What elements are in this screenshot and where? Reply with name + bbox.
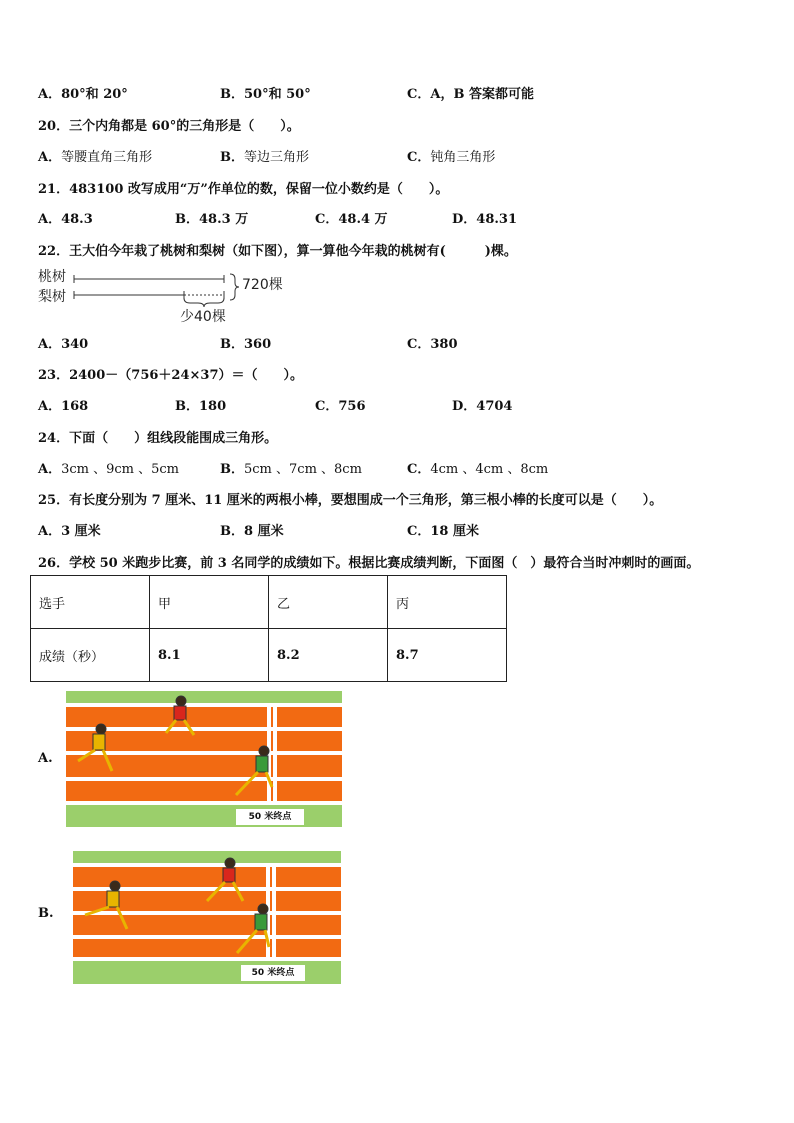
table-cell: 成绩（秒）: [31, 629, 150, 682]
option-label: B．: [220, 524, 244, 539]
scores-table: [30, 575, 507, 682]
q22-option-a[interactable]: [38, 333, 88, 352]
table-cell: 甲: [150, 576, 269, 629]
option-label: B．: [220, 337, 244, 352]
option-text: 5cm 、7cm 、8cm: [244, 462, 362, 477]
q19-option-a[interactable]: [38, 83, 128, 102]
option-text: 3 厘米: [61, 524, 101, 539]
table-row: [31, 629, 507, 682]
q20-option-b[interactable]: [220, 146, 309, 165]
option-label: A．: [38, 87, 62, 102]
option-text: 等边三角形: [244, 150, 310, 165]
option-label: C．: [407, 462, 431, 477]
track-image-a[interactable]: [66, 691, 342, 831]
q22-option-b[interactable]: [220, 333, 271, 352]
option-label: B．: [220, 462, 244, 477]
q22-stem: 22．王大伯今年栽了桃树和梨树（如下图），算一算他今年栽的桃树有( )棵。: [38, 244, 517, 259]
table-cell: 8.2: [269, 629, 388, 682]
option-label: A．: [38, 399, 62, 414]
option-text: 48.3 万: [199, 212, 249, 227]
q19-option-c[interactable]: [407, 83, 534, 102]
option-label: A．: [38, 524, 62, 539]
option-label: A．: [38, 212, 62, 227]
option-label: C．: [315, 399, 339, 414]
option-text: 钝角三角形: [430, 150, 496, 165]
option-label: D．: [452, 212, 477, 227]
total-label: 720棵: [242, 277, 283, 293]
q25-option-a[interactable]: [38, 520, 101, 539]
table-cell: 8.1: [150, 629, 269, 682]
table-cell: 8.7: [388, 629, 507, 682]
option-label: B．: [220, 150, 244, 165]
option-text: 50°和 50°: [244, 87, 311, 102]
less-label: 少40棵: [180, 309, 226, 325]
q23-stem: 23．2400－（756＋24×37）＝（ ）。: [38, 368, 303, 383]
q26-option-a-label[interactable]: A.: [38, 751, 53, 766]
option-text: 4704: [476, 399, 513, 414]
option-text: 380: [430, 337, 458, 352]
q26-option-b-label[interactable]: B.: [38, 906, 54, 921]
q22-option-c[interactable]: [407, 333, 458, 352]
option-label: C．: [407, 337, 431, 352]
q24-stem: 24．下面（ ）组线段能围成三角形。: [38, 431, 278, 446]
q23-option-c[interactable]: [315, 395, 366, 414]
q23-option-a[interactable]: [38, 395, 88, 414]
q21-option-c[interactable]: [315, 208, 388, 227]
finish-line-label: 50 米终点: [248, 812, 292, 822]
option-text: 48.31: [476, 212, 517, 227]
option-label: C．: [315, 212, 339, 227]
q21-option-d[interactable]: [452, 208, 517, 227]
option-text: 48.3: [61, 212, 93, 227]
q20-option-c[interactable]: [407, 146, 495, 165]
q24-option-c[interactable]: [407, 458, 548, 477]
line-segment-diagram: [38, 266, 298, 326]
option-text: 等腰直角三角形: [61, 150, 153, 165]
finish-line-label: 50 米终点: [251, 968, 295, 978]
q25-option-c[interactable]: [407, 520, 479, 539]
option-text: 360: [244, 337, 272, 352]
option-label: C．: [407, 150, 431, 165]
q24-option-b[interactable]: [220, 458, 362, 477]
track-image-b[interactable]: [73, 851, 341, 988]
q19-option-b[interactable]: [220, 83, 311, 102]
option-label: B．: [175, 212, 199, 227]
option-text: 4cm 、4cm 、8cm: [430, 462, 549, 477]
peach-label: 桃树: [38, 269, 66, 285]
q21-option-b[interactable]: [175, 208, 248, 227]
q25-stem: 25．有长度分别为 7 厘米、11 厘米的两根小棒，要想围成一个三角形，第三根小棒的长度可以是（ ）。: [38, 493, 663, 508]
option-label: B．: [175, 399, 199, 414]
option-text: 340: [61, 337, 89, 352]
option-text: 3cm 、9cm 、5cm: [61, 462, 179, 477]
option-text: 18 厘米: [430, 524, 479, 539]
q20-option-a[interactable]: [38, 146, 152, 165]
option-label: D．: [452, 399, 477, 414]
q21-stem: 21．483100 改写成用“万”作单位的数，保留一位小数约是（ ）。: [38, 182, 449, 197]
q26-stem: 26．学校 50 米跑步比赛，前 3 名同学的成绩如下。根据比赛成绩判断，下面图（ ）最符合当时冲刺时的画面。: [38, 556, 700, 571]
option-label: A．: [38, 150, 62, 165]
table-cell: 丙: [388, 576, 507, 629]
q21-option-a[interactable]: [38, 208, 93, 227]
pear-label: 梨树: [38, 289, 66, 305]
option-label: B．: [220, 87, 244, 102]
option-text: 80°和 20°: [61, 87, 128, 102]
option-label: C．: [407, 87, 431, 102]
race-scene-a: [66, 691, 342, 827]
option-label: C．: [407, 524, 431, 539]
option-text: A，B 答案都可能: [430, 87, 534, 102]
option-text: 756: [338, 399, 366, 414]
q24-option-a[interactable]: [38, 458, 179, 477]
option-text: 48.4 万: [338, 212, 388, 227]
table-cell: 选手: [31, 576, 150, 629]
option-text: 180: [199, 399, 227, 414]
q20-stem: 20．三个内角都是 60°的三角形是（ ）。: [38, 119, 300, 134]
q23-option-d[interactable]: [452, 395, 512, 414]
q25-option-b[interactable]: [220, 520, 284, 539]
table-cell: 乙: [269, 576, 388, 629]
option-label: A．: [38, 462, 62, 477]
q23-option-b[interactable]: [175, 395, 226, 414]
option-label: A．: [38, 337, 62, 352]
option-text: 8 厘米: [244, 524, 284, 539]
table-header-row: [31, 576, 507, 629]
option-text: 168: [61, 399, 89, 414]
